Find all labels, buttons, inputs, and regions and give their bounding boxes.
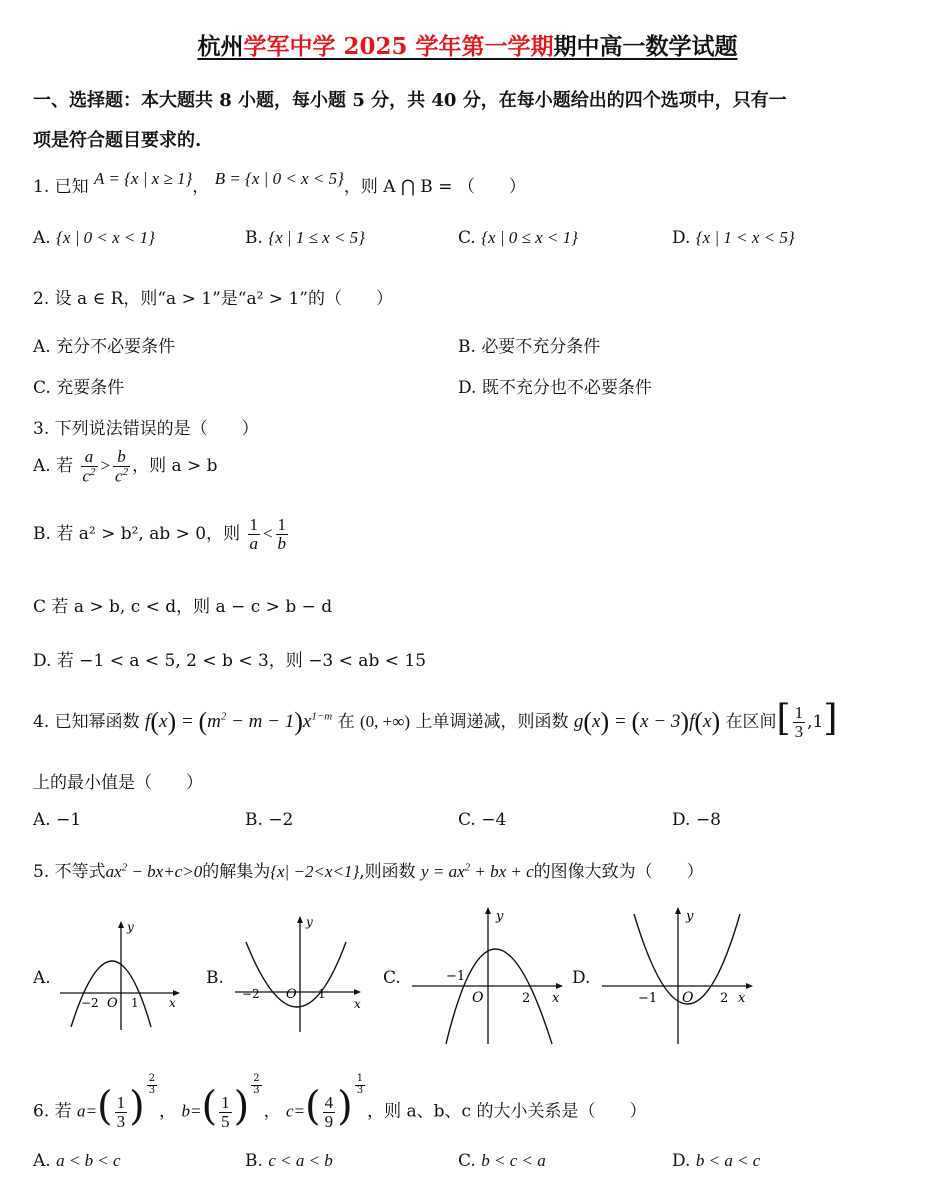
svg-text:y: y: [686, 909, 694, 924]
fraction-4-over-9: $\frac{4}{9}$: [324, 1092, 334, 1131]
q5-label-a[interactable]: A.: [33, 968, 51, 988]
svg-text:O: O: [107, 996, 118, 1011]
q1-set-b: B = {x | 0 < x < 5}: [214, 169, 344, 188]
q4-option-c[interactable]: C. −4: [458, 810, 507, 830]
page-title: [0, 28, 935, 61]
q5-graph-b[interactable]: [230, 912, 370, 1037]
fraction-1-over-3: $\frac{1}{3}$: [116, 1092, 126, 1131]
svg-text:x: x: [738, 991, 746, 1006]
q1-option-c[interactable]: C. {x | 0 ≤ x < 1}: [458, 228, 578, 248]
q5-graph-c[interactable]: [408, 904, 568, 1046]
svg-text:2: 2: [522, 991, 531, 1006]
q5-solution-set: {x| −2<x<1}: [270, 862, 360, 881]
question-3: 3. 下列说法错误的是（ ）: [33, 419, 259, 439]
q6-option-a[interactable]: A. a < b < c: [33, 1151, 121, 1171]
q2-option-c[interactable]: C. 充要条件: [33, 378, 125, 398]
q2-option-d[interactable]: D. 既不充分也不必要条件: [458, 378, 652, 398]
question-1: 1. 已知 A = {x | x ≥ 1}， B = {x | 0 < x < 5}，则 A ⋂ B = （ ）: [33, 169, 526, 197]
svg-text:x: x: [354, 997, 361, 1011]
q1-option-b[interactable]: B. {x | 1 ≤ x < 5}: [245, 228, 365, 248]
title-part-1: 杭州: [197, 33, 244, 60]
q6-option-b[interactable]: B. c < a < b: [245, 1151, 333, 1171]
svg-text:1: 1: [131, 996, 139, 1010]
q5-label-c[interactable]: C.: [383, 968, 401, 988]
fraction-1-over-a: $\frac{1}{a}$: [249, 515, 259, 553]
q1-number: 1.: [33, 177, 50, 197]
svg-text:y: y: [127, 920, 134, 934]
q2-option-b[interactable]: B. 必要不充分条件: [458, 337, 601, 357]
q5-graph-a[interactable]: [55, 915, 185, 1035]
question-2: 2. 设 a ∈ R，则“a > 1”是“a² > 1”的（ ）: [33, 289, 393, 309]
q3-option-d[interactable]: D. 若 −1 < a < 5, 2 < b < 3，则 −3 < ab < 15: [33, 651, 427, 671]
q4-option-a[interactable]: A. −1: [33, 810, 82, 830]
q4-option-d[interactable]: D. −8: [672, 810, 721, 830]
title-part-3: 期中高一数学试题: [553, 33, 738, 60]
fraction-1-over-b: $\frac{1}{b}$: [277, 515, 286, 553]
fraction-1-over-5: $\frac{1}{5}$: [221, 1092, 230, 1131]
svg-text:x: x: [169, 996, 176, 1010]
q4-interval: (0, +∞): [360, 712, 411, 731]
title-part-red: 学军中学 2025 学年第一学期: [243, 33, 554, 60]
q3-option-c[interactable]: C 若 a > b, c < d，则 a − c > b − d: [33, 597, 333, 617]
svg-text:O: O: [682, 990, 694, 1006]
question-6: 6. 若 a=( $\frac{1}{3}$ ) $\frac{2}{3}$ ， b=( $\frac{1}{5}$ ) $\frac{2}{3}$ ， c=( $\frac{4}{9}$ ) $\frac{1}{3}$ ，则 a、b、c 的大小关系是（ ）: [33, 1073, 647, 1131]
q6-option-d[interactable]: D. b < a < c: [672, 1151, 761, 1171]
q4-line2: 上的最小值是（ ）: [33, 773, 203, 793]
svg-text:x: x: [552, 991, 560, 1006]
svg-text:O: O: [286, 987, 297, 1002]
q1-set-a: A = {x | x ≥ 1}: [94, 169, 193, 188]
svg-text:−2: −2: [81, 996, 99, 1010]
svg-text:−1: −1: [638, 991, 658, 1006]
q1-prefix: 已知: [54, 177, 89, 197]
section-heading-line1: 一、选择题：本大题共 8 小题，每小题 5 分，共 40 分，在每小题给出的四个选项中，只有一: [33, 90, 787, 111]
q6-option-c[interactable]: C. b < c < a: [458, 1151, 546, 1171]
q1-ask: ，则 A ⋂ B = （ ）: [343, 177, 526, 197]
parabola-curve: [71, 961, 151, 1027]
q2-option-a[interactable]: A. 充分不必要条件: [33, 337, 176, 357]
fraction-1-over-3: $\frac{1}{3}$: [794, 703, 804, 741]
svg-text:y: y: [496, 909, 504, 924]
q2-text: 设 a ∈ R，则“a > 1”是“a² > 1”的（ ）: [54, 289, 393, 309]
svg-text:−2: −2: [242, 987, 260, 1001]
svg-text:1: 1: [318, 987, 326, 1001]
question-4: 4. 已知幂函数 $f(x) = (m^2 - m - 1)x^{1-m}$ 在 (0, +∞) 上单调递减，则函数 g(x) = (x − 3)f(x) 在区间[ $\frac{1}{3}$ ,1]: [33, 698, 838, 741]
fraction-a-over-c2: $\frac{a}{c^2}$: [82, 447, 96, 486]
svg-text:y: y: [306, 915, 313, 929]
section-heading-line2: 项是符合题目要求的.: [33, 130, 202, 151]
fraction-b-over-c2: $\frac{b}{c^2}$: [115, 447, 129, 486]
q5-graph-d[interactable]: [598, 904, 758, 1046]
question-5: 5. 不等式$ax^2 - bx+c>0$的解集为{x| −2<x<1},则函数 $y = ax^2$ + bx + c的图像大致为（ ）: [33, 861, 704, 882]
q3-option-b[interactable]: B. 若 a² > b², ab > 0，则 $\frac{1}{a}$ < $\frac{1}{b}$: [33, 515, 286, 553]
q5-label-d[interactable]: D.: [572, 968, 591, 988]
q3-option-a[interactable]: A. 若 $\frac{a}{c^2}$ > $\frac{b}{c^2}$ ，则 a > b: [33, 447, 218, 486]
parabola-curve: [446, 949, 552, 1044]
q3-text: 下列说法错误的是（ ）: [54, 419, 259, 439]
q1-option-a[interactable]: A. {x | 0 < x < 1}: [33, 228, 155, 248]
svg-text:2: 2: [720, 991, 729, 1006]
svg-text:−1: −1: [446, 969, 466, 984]
q4-option-b[interactable]: B. −2: [245, 810, 294, 830]
svg-text:O: O: [472, 990, 484, 1006]
q5-label-b[interactable]: B.: [206, 968, 224, 988]
q1-option-d[interactable]: D. {x | 1 < x < 5}: [672, 228, 795, 248]
